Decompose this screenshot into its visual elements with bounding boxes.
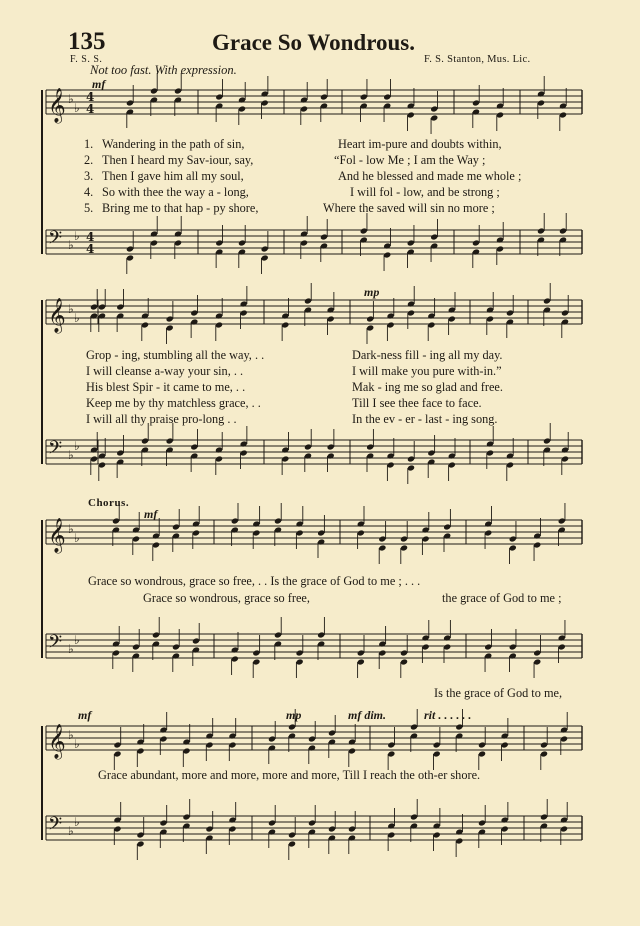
flat-icon: ♭: [68, 522, 74, 536]
words-author: F. S. S.: [70, 54, 103, 65]
verse-text: I will all thy praise pro-long . .: [86, 412, 237, 426]
verse-number: 1.: [84, 137, 94, 151]
chorus-text: Grace abundant, more and more, more and more, Till I reach the oth-er shore.: [98, 768, 481, 782]
chorus-text: Grace so wondrous, grace so free, . . Is the grace of God to me ; . . .: [88, 574, 421, 588]
flat-icon: ♭: [68, 642, 74, 656]
time-signature: 4: [86, 230, 95, 244]
flat-icon: ♭: [74, 101, 80, 115]
bass-clef-icon: 𝄢: [48, 814, 63, 839]
chorus-text: Is the grace of God to me,: [434, 686, 563, 700]
bass-clef-icon: 𝄢: [48, 438, 63, 463]
treble-clef-icon: 𝄞: [48, 298, 66, 333]
verse-text: Mak - ing me so glad and free.: [352, 380, 503, 394]
flat-icon: ♭: [74, 633, 80, 647]
time-signature: 4: [86, 90, 95, 104]
chorus-text: Grace so wondrous, grace so free,: [143, 591, 310, 605]
flat-icon: ♭: [74, 737, 80, 751]
time-signature: 4: [86, 242, 95, 256]
flat-icon: ♭: [74, 311, 80, 325]
verse-text: I will fol - low, and be strong ;: [350, 185, 500, 199]
flat-icon: ♭: [68, 238, 74, 252]
music-author: F. S. Stanton, Mus. Lic.: [424, 54, 531, 65]
flat-icon: ♭: [68, 448, 74, 462]
dynamic-mark: rit . . . . . .: [424, 708, 472, 722]
verse-text: And he blessed and made me whole ;: [338, 169, 522, 183]
verse-number: 3.: [84, 169, 94, 183]
flat-icon: ♭: [68, 824, 74, 838]
bass-clef-icon: 𝄢: [48, 632, 63, 657]
verse-text: Grop - ing, stumbling all the way, . .: [86, 348, 265, 362]
flat-icon: ♭: [68, 302, 74, 316]
verse-number: 2.: [84, 153, 94, 167]
flat-icon: ♭: [74, 531, 80, 545]
verse-text: Bring me to that hap - py shore,: [102, 201, 259, 215]
hymn-number: 135: [68, 28, 106, 55]
dynamic-mark: mf: [78, 708, 92, 722]
verse-text: Where the saved will sin no more ;: [323, 201, 495, 215]
verse-number: 5.: [84, 201, 94, 215]
dynamic-mark: mp: [286, 708, 302, 722]
treble-clef-icon: 𝄞: [48, 724, 66, 759]
chorus-text: the grace of God to me ;: [442, 591, 562, 605]
verse-text: Heart im-pure and doubts within,: [338, 137, 502, 151]
treble-clef-icon: 𝄞: [48, 518, 66, 553]
bass-clef-icon: 𝄢: [48, 228, 63, 253]
verse-text: Till I see thee face to face.: [352, 396, 482, 410]
verse-text: His blest Spir - it came to me, . .: [86, 380, 246, 394]
tempo-marking: Not too fast. With expression.: [90, 63, 237, 77]
flat-icon: ♭: [68, 92, 74, 106]
verse-number: 4.: [84, 185, 94, 199]
verse-text: Keep me by thy matchless grace, . .: [86, 396, 261, 410]
hymn-title: Grace So Wondrous.: [212, 30, 415, 55]
flat-icon: ♭: [68, 728, 74, 742]
verse-text: Then I heard my Sav-iour, say,: [102, 153, 254, 167]
dynamic-mark: mf: [92, 77, 106, 91]
flat-icon: ♭: [74, 229, 80, 243]
chorus-label: Chorus.: [88, 497, 130, 509]
verse-text: I will cleanse a-way your sin, . .: [86, 364, 244, 378]
flat-icon: ♭: [74, 815, 80, 829]
verse-text: “Fol - low Me ; I am the Way ;: [334, 153, 486, 167]
treble-clef-icon: 𝄞: [48, 88, 66, 123]
verse-text: Wandering in the path of sin,: [102, 137, 245, 151]
flat-icon: ♭: [74, 439, 80, 453]
verse-text: Then I gave him all my soul,: [102, 169, 244, 183]
verse-text: Dark-ness fill - ing all my day.: [352, 348, 503, 362]
dynamic-mark: mf: [144, 507, 158, 521]
verse-text: So with thee the way a - long,: [102, 185, 249, 199]
dynamic-mark: mp: [364, 285, 380, 299]
time-signature: 4: [86, 102, 95, 116]
dynamic-mark: mf dim.: [348, 708, 386, 722]
verse-text: In the ev - er - last - ing song.: [352, 412, 498, 426]
verse-text: I will make you pure with-in.”: [352, 364, 502, 378]
